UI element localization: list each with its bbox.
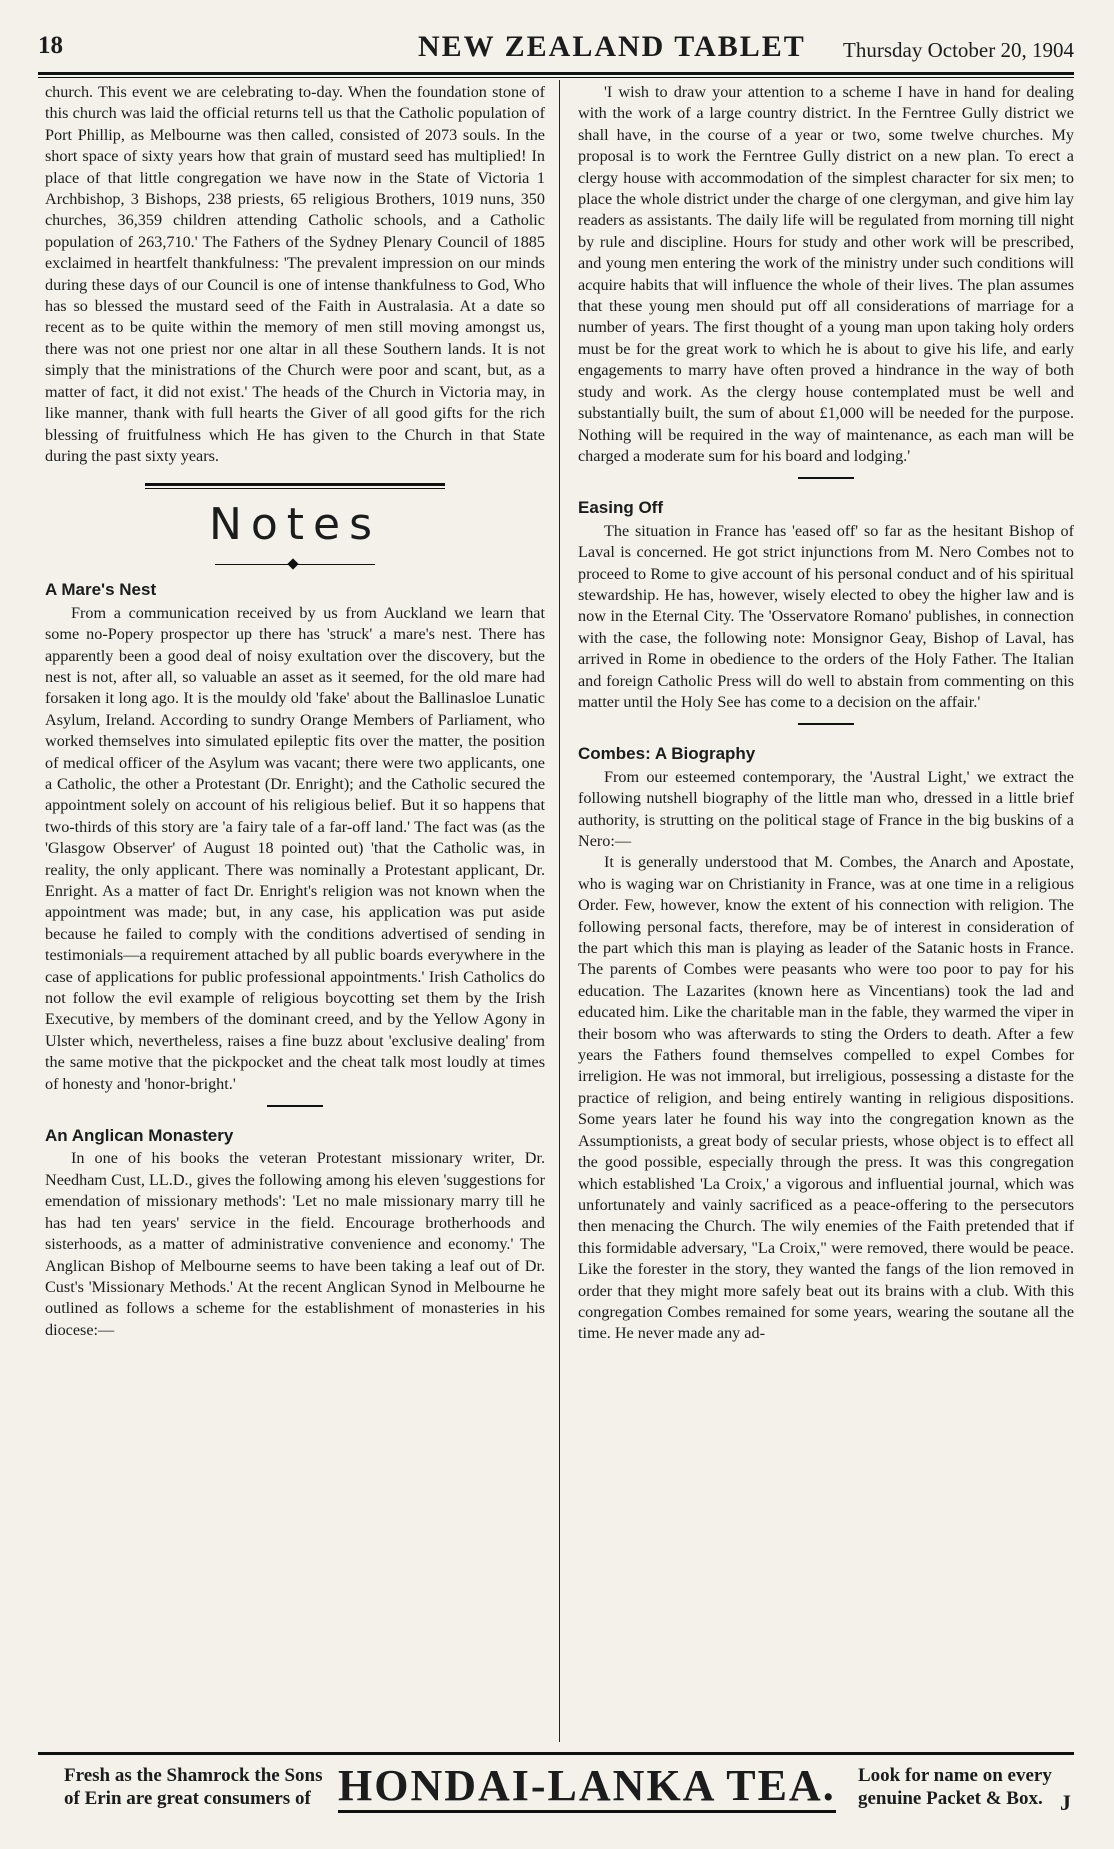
column-divider xyxy=(559,80,560,1742)
section-separator xyxy=(798,723,854,725)
section-paragraph: From a communication received by us from Auckland we learn that some no-Popery prospector up there has 'struck' a mare's nest. There has apparently been a good deal of noisy exultation over the discovery, but the nest is not, after all, so valuable an asset as it seemed, for the old mare had forsaken it long ago. It is the mouldy old 'fake' about the Ballinasloe Lunatic Asylum, Ireland. According to sundry Orange Members of Parliament, who worked themselves into simulated epileptic fits over the matter, the position of medical officer of the Asylum was vacant; there were two applicants, one a Catholic, the other a Protestant (Dr. Enright); and the Catholic secured the appointment solely on account of his religious belief. But it so happens that two-thirds of this story are 'a fairy tale of a far-off land.' The fact was (as the 'Glasgow Observer' of August 18 pointed out) 'that the Catholic was, in reality, the only applicant. There was nominally a Protestant applicant, Dr. Enright. As a matter of fact Dr. Enright's religion was not known when the appointment was made; but, in any case, his application was put aside because he failed to comply with the conditions advertised of sending in testimonials—a requirement attached by all public boards everywhere in the case of applications for public professional appointments.' Irish Catholics do not follow the evil example of religious boycotting set them by the Irish Executive, by members of the dominant creed, and by the Yellow Agony in Ulster which, nevertheless, raises a fine buzz about 'exclusive dealing' from the same motive that the pickpocket and the cheat talk most loudly at times of honesty and 'honor-bright.' xyxy=(45,603,545,1093)
notes-heading-block xyxy=(45,483,545,569)
ad-right-line: Look for name on every xyxy=(858,1765,1052,1786)
publication-title: NEW ZEALAND TABLET xyxy=(418,30,806,63)
section-paragraph: It is generally understood that M. Combes, the Anarch and Apostate, who is waging war on Christianity in France, was at one time in a religious Order. Few, however, know the extent of his connection with religion. The following personal facts, therefore, may be of interest in consideration of the part which this man is playing as leader of the Satanic hosts in France. The parents of Combes were peasants who were too poor to pay for his education. The Lazarites (known here as Vincentians) took the lad and educated him. Like the charitable man in the fable, they warmed the viper in their bosom who was afterwards to sting the Orders to death. After a few years the Fathers found themselves compelled to expel Combes for irreligion. He was not immoral, but irreligious, possessing a distaste for the practice of religion, and being entirely wanting in religious dispositions. Some years later he found his way into the congregation known as the Assumptionists, a great body of secular priests, whose object is to effect all the good possible, especially through the press. It was this congregation which established 'La Croix,' a vigorous and influential journal, which was unfortunately and vainly sacrificed as a peace-offering to the persecutors then menacing the Church. The wily enemies of the Faith pretended that if this formidable adversary, "La Croix," were removed, there would be peace. Like the forester in the story, they wanted the fangs of the lion removed in order that they might more safely beat out its brains with a club. With this congregation Combes remained for some years, wearing the soutane all the time. He never made any ad- xyxy=(578,853,1074,1343)
ad-left-line: Fresh as the Shamrock the Sons xyxy=(64,1765,323,1786)
article-continuation: church. This event we are celebrating to-day. When the foundation stone of this church was laid the official returns tell us that the Catholic population of Port Phillip, as Melbourne was then called, consisted of 2073 souls. In the short space of sixty years how that grain of mustard seed has multiplied! In place of that little congregation we have now in the State of Victoria 1 Archbishop, 3 Bishops, 238 priests, 65 religious Brothers, 1019 nuns, 350 churches, 36,359 children attending Catholic schools, and a Catholic population of 263,710.' The Fathers of the Sydney Plenary Council of 1885 exclaimed in heartfelt thankfulness: 'The prevalent impression on our minds during these days of our Council is one of intense thankfulness to God, Who has so blessed the mustard seed of the Faith in Australasia. At a date so recent as to be quite within the memory of men still moving amongst us, there was not one priest nor one altar in all these Southern lands. It is not simply that the ministrations of the Church were poor and scant, but, as a matter of fact, it did not exist.' The heads of the Church in Victoria may, in like manner, thank with full hearts the Giver of all good gifts for the rich blessing of fruitfulness which He has given to the Church in that State during the past sixty years. xyxy=(45,83,545,465)
section-heading: Combes: A Biography xyxy=(578,744,756,764)
notes-title: Notes xyxy=(208,499,382,551)
diamond-icon xyxy=(287,559,298,570)
issue-date: Thursday October 20, 1904 xyxy=(843,38,1074,62)
ad-left-line: of Erin are great consumers of xyxy=(64,1788,311,1809)
quoted-scheme: 'I wish to draw your attention to a scheme I have in hand for dealing with the work of a large country district. In the Ferntree Gully district we shall have, in the course of a year or two, some twelve churches. My proposal is to work the Ferntree Gully district on a new plan. To erect a clergy house with accommodation of the simplest character for six men; to place the whole district under the charge of one clergyman, and give him lay readers as assistants. The daily life will be regulated from morning till night by rule and discipline. Hours for study and other work will be prescribed, and young men entering the work of the ministry under such conditions will acquire habits that will influence the whole of their lives. The plan assumes that these young men should put off all considerations of marriage for a number of years. The first thought of a young man upon taking holy orders must be for the great work to which he is about to give his life, and early engagements to marry have often proved a hindrance in the way of both study and work. As the clergy house contemplated must be well and substantially built, the sum of about £1,000 will be needed for the purpose. Nothing will be required in the way of maintenance, as each man will be charged a moderate sum for his board and lodging.' xyxy=(578,83,1074,465)
section-heading: An Anglican Monastery xyxy=(45,1126,234,1146)
page-number: 18 xyxy=(38,32,63,59)
ad-brand: HONDAI-LANKA TEA. xyxy=(338,1762,836,1813)
footer-rule xyxy=(38,1752,1074,1755)
ad-right-line: genuine Packet & Box. xyxy=(858,1788,1043,1809)
section-separator xyxy=(798,477,854,479)
section-paragraph: In one of his books the veteran Protestant missionary writer, Dr. Needham Cust, LL.D., gives the following among his eleven 'suggestions for emendation of missionary methods': 'Let no male missionary marry till he has had ten years' service in the field. Encourage brotherhoods and sisterhoods, as a matter of administrative convenience and economy.' The Anglican Bishop of Melbourne seems to have been taking a leaf out of Dr. Cust's 'Missionary Methods.' At the recent Anglican Synod in Melbourne he outlined as follows a scheme for the establishment of monasteries in his diocese:— xyxy=(45,1149,545,1339)
header-rule xyxy=(38,72,1074,75)
notes-rule xyxy=(145,483,445,489)
ad-right-text xyxy=(858,1764,1052,1810)
header-rule-thin xyxy=(38,77,1074,78)
left-column xyxy=(45,82,545,1341)
section-paragraph: From our esteemed contemporary, the 'Austral Light,' we extract the following nutshell biography of the little man who, dressed in a little brief authority, is strutting on the political stage of France in the big buskins of a Nero:— xyxy=(578,767,1074,850)
notes-ornament xyxy=(215,559,375,569)
ad-left-text xyxy=(64,1764,322,1810)
masthead xyxy=(38,24,1074,76)
section-separator xyxy=(267,1105,323,1107)
section-paragraph: The situation in France has 'eased off' so far as the hesitant Bishop of Laval is concerned. He got strict injunctions from M. Nero Combes not to proceed to Rome to give account of his personal conduct and of his spiritual stewardship. He has, however, wisely elected to obey the higher law and is now in the Eternal City. The 'Osservatore Romano' publishes, in connection with the case, the following note: Monsignor Geay, Bishop of Laval, has arrived in Rome in obedience to the orders of the Holy Father. The Italian and foreign Catholic Press will do well to abstain from commenting on this matter until the Holy See has come to a decision on the affair.' xyxy=(578,521,1074,711)
right-column xyxy=(578,82,1074,1345)
section-heading: Easing Off xyxy=(578,498,664,518)
footer-advertisement xyxy=(38,1760,1074,1824)
section-heading: A Mare's Nest xyxy=(45,580,157,600)
ad-mark: J xyxy=(1060,1790,1071,1815)
